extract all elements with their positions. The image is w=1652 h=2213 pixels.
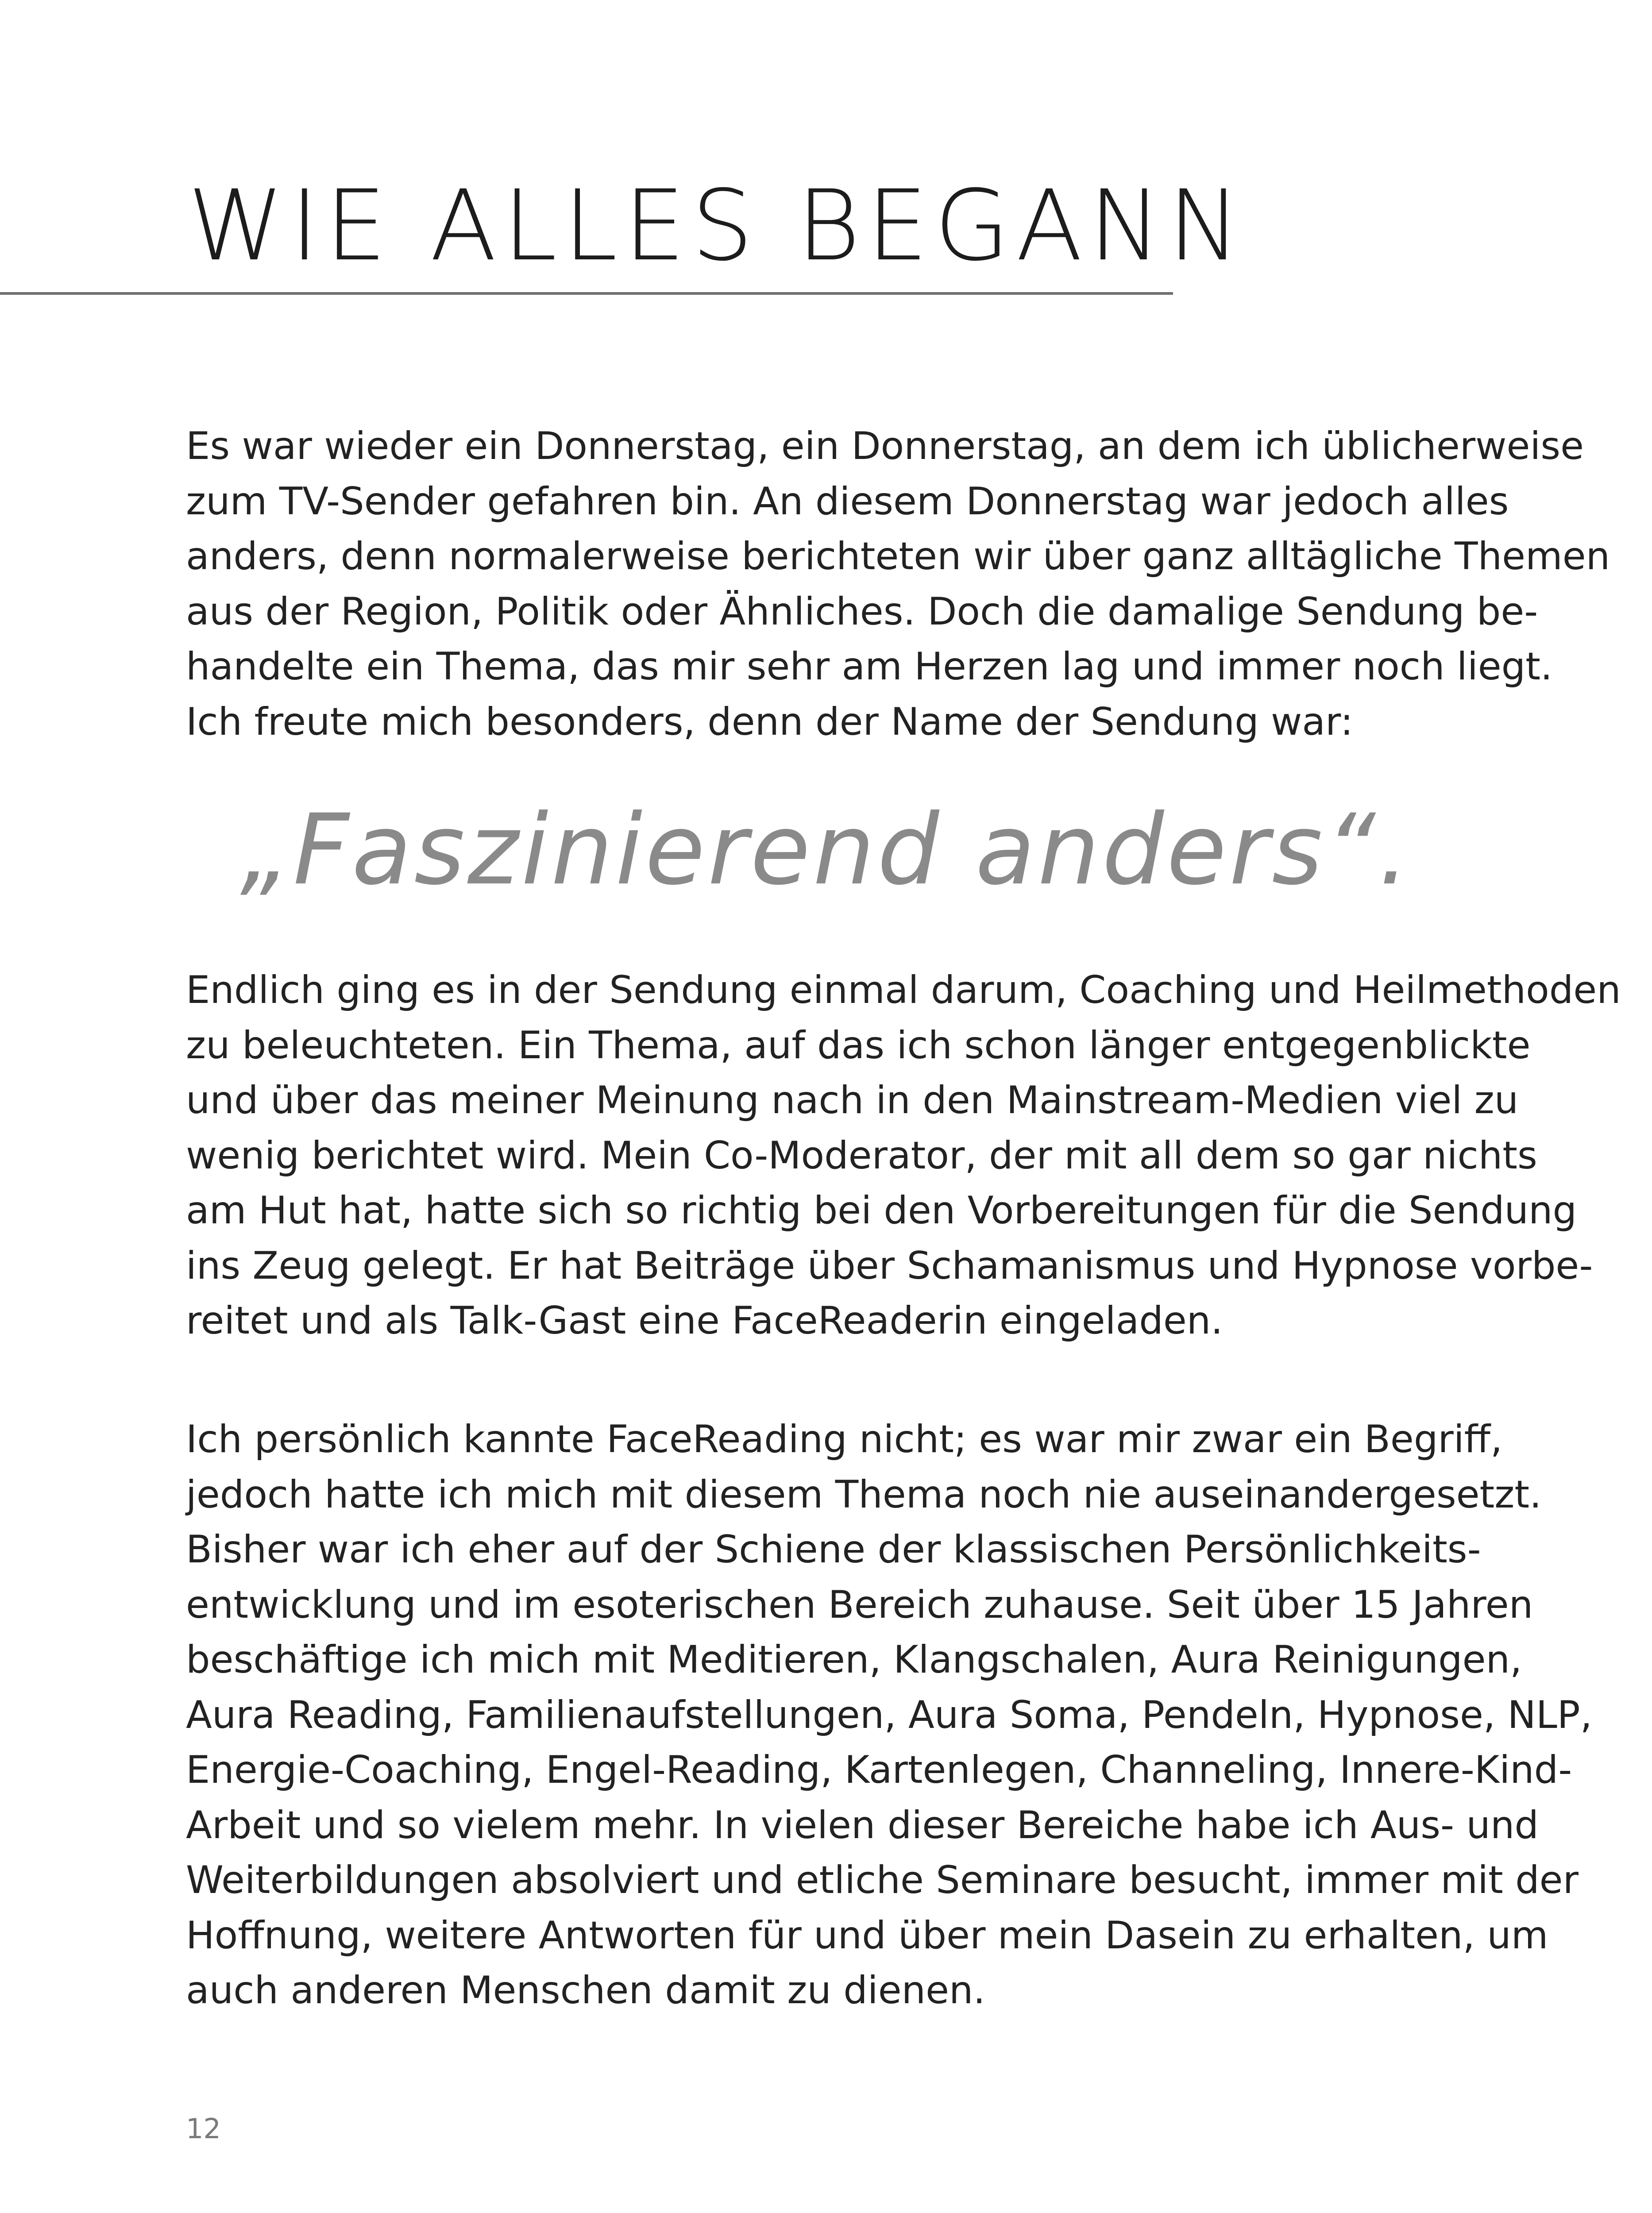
- chapter-heading: WIE ALLES BEGANN: [188, 169, 1247, 282]
- paragraph-line: zu beleuchteten. Ein Thema, auf das ich schon länger entgegenblickte: [186, 1023, 1531, 1068]
- paragraph-line: aus der Region, Politik oder Ähnliches. Doch die damalige Sendung be-: [186, 589, 1538, 634]
- paragraph-line: Ich persönlich kannte FaceReading nicht; es war mir zwar ein Begriff,: [186, 1417, 1503, 1461]
- paragraph-line: beschäftige ich mich mit Meditieren, Klangschalen, Aura Reinigungen,: [186, 1638, 1522, 1682]
- paragraph-line: Es war wieder ein Donnerstag, ein Donnerstag, an dem ich üblicherweise: [186, 424, 1584, 468]
- paragraph-line: entwicklung und im esoterischen Bereich zuhause. Seit über 15 Jahren: [186, 1582, 1533, 1627]
- paragraph-line: Bisher war ich eher auf der Schiene der klassischen Persönlichkeits-: [186, 1527, 1481, 1572]
- paragraph-2: [186, 963, 1621, 1349]
- paragraph-line: Endlich ging es in der Sendung einmal darum, Coaching und Heilmethoden: [186, 968, 1621, 1012]
- paragraph-line: und über das meiner Meinung nach in den Mainstream-Medien viel zu: [186, 1078, 1519, 1122]
- paragraph-line: Energie-Coaching, Engel-Reading, Kartenlegen, Channeling, Innere-Kind-: [186, 1748, 1572, 1792]
- paragraph-line: jedoch hatte ich mich mit diesem Thema noch nie auseinandergesetzt.: [186, 1472, 1542, 1517]
- paragraph-1: [186, 419, 1610, 749]
- paragraph-line: Arbeit und so vielem mehr. In vielen dieser Bereiche habe ich Aus- und: [186, 1803, 1539, 1847]
- paragraph-line: zum TV-Sender gefahren bin. An diesem Donnerstag war jedoch alles: [186, 479, 1509, 524]
- paragraph-line: Weiterbildungen absolviert und etliche Seminare besucht, immer mit der: [186, 1858, 1579, 1902]
- pull-quote: „Faszinierend anders“.: [240, 793, 1412, 906]
- paragraph-line: ins Zeug gelegt. Er hat Beiträge über Schamanismus und Hypnose vorbe-: [186, 1243, 1593, 1288]
- paragraph-3: [186, 1412, 1593, 2018]
- paragraph-line: Aura Reading, Familienaufstellungen, Aura Soma, Pendeln, Hypnose, NLP,: [186, 1693, 1593, 1737]
- paragraph-line: reitet und als Talk-Gast eine FaceReaderin eingeladen.: [186, 1299, 1223, 1343]
- paragraph-line: wenig berichtet wird. Mein Co-Moderator, der mit all dem so gar nichts: [186, 1133, 1537, 1178]
- heading-underline: [0, 292, 1173, 295]
- paragraph-line: anders, denn normalerweise berichteten wir über ganz alltägliche Themen: [186, 534, 1610, 578]
- page-number: 12: [186, 2113, 221, 2145]
- paragraph-line: am Hut hat, hatte sich so richtig bei den Vorbereitungen für die Sendung: [186, 1188, 1577, 1233]
- paragraph-line: auch anderen Menschen damit zu dienen.: [186, 1968, 985, 2013]
- paragraph-line: Hoffnung, weitere Antworten für und über mein Dasein zu erhalten, um: [186, 1913, 1548, 1958]
- paragraph-line: handelte ein Thema, das mir sehr am Herzen lag und immer noch liegt.: [186, 644, 1553, 689]
- paragraph-line: Ich freute mich besonders, denn der Name der Sendung war:: [186, 699, 1353, 744]
